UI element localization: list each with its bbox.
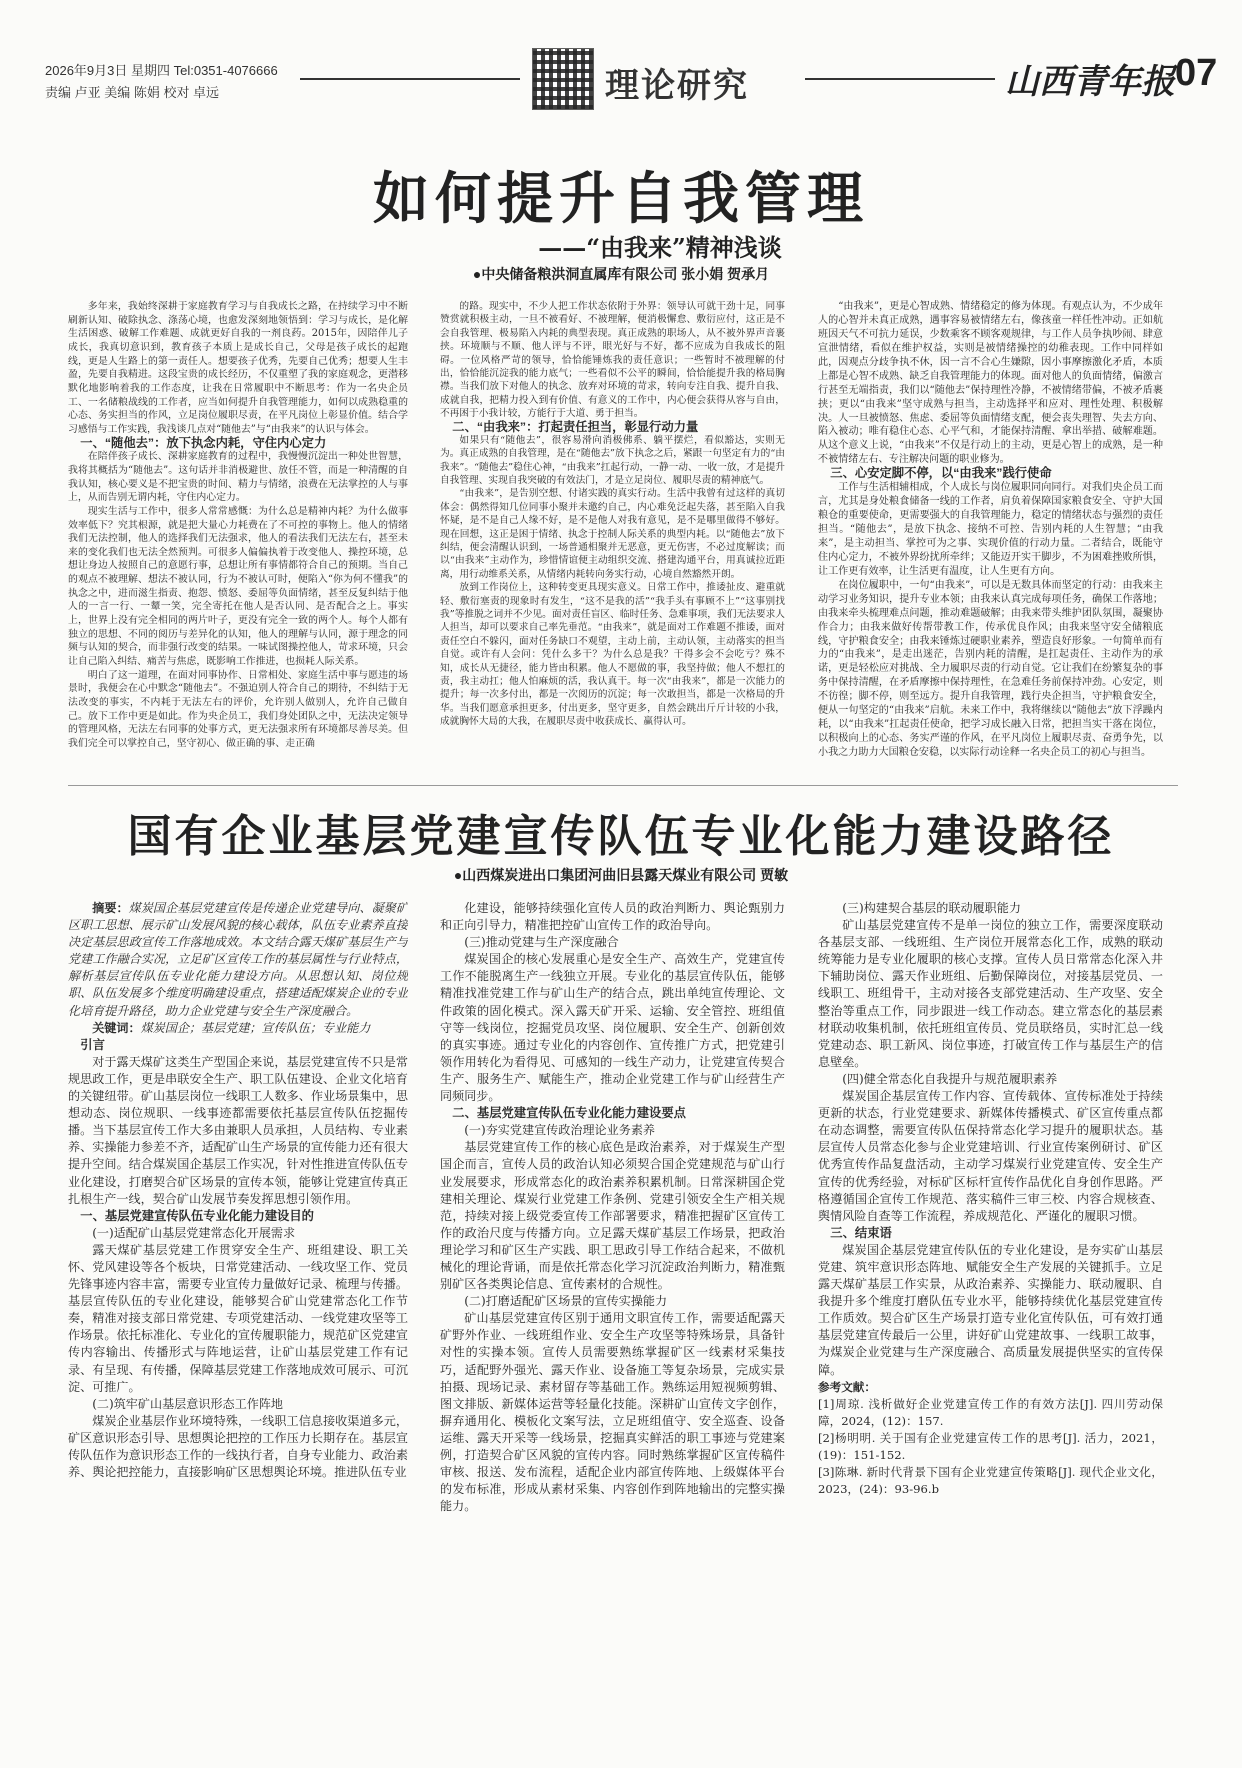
qr-code-icon[interactable] (532, 48, 594, 110)
reference-item: [3]陈琳. 新时代背景下国有企业党建宣传策略[J]. 现代企业文化，2023，(24)：93-96.b (818, 1465, 1163, 1497)
paragraph: 工作与生活相辅相成，个人成长与岗位履职同向同行。对我们央企员工而言，尤其是身处粮食储备一线的工作者，肩负着保障国家粮食安全、守护大国粮仓的重要使命，更需要强大的自我管理能力，稳定的情绪状态与强烈的责任担当。“随他去”，是放下执念、接纳不可控、告别内耗的人生智慧；“由我来”，是主动担当、掌控可为之事、实现价值的行动力量。二者结合，既能守住内心定力，不被外界纷扰所牵绊；又能迈开实干脚步，不为困难挫败所惧，让工作更有效率，让生活更有温度，让人生更有方向。 (818, 482, 1163, 577)
article2-title: 国有企业基层党建宣传队伍专业化能力建设路径 (127, 811, 1115, 862)
page-number: 07 (1175, 52, 1218, 94)
paragraph: 矿山基层党建宣传不是单一岗位的独立工作，需要深度联动各基层支部、一线班组、生产岗位开展常态化工作，成熟的联动统筹能力是专业化履职的核心支撑。宣传人员日常常态化深入井下辅助岗位、露天作业班组、后勤保障岗位，对接基层党员、一线职工、班组骨干，主动对接各支部党建活动、生产攻坚、安全整治等重点工作，同步跟进一线工作动态。建立常态化的基层素材联动收集机制，依托班组宣传员、党员联络员，实时汇总一线党建动态、职工新风、岗位事迹，打破宣传工作与基层生产的信息壁垒。 (818, 918, 1163, 1069)
paragraph: 煤炭企业基层作业环境特殊，一线职工信息接收渠道多元，矿区意识形态引导、思想舆论把控的工作压力长期存在。基层宣传队伍作为意识形态工作的一线执行者，自身专业能力、政治素养、舆论把控能力，直接影响矿区思想舆论环境。推进队伍专业 (68, 1413, 408, 1480)
article2-column-2 (440, 900, 785, 1740)
article-divider (68, 785, 1178, 786)
paragraph: (一)适配矿山基层党建常态化开展需求 (92, 1225, 296, 1240)
article2-column-3 (818, 900, 1163, 1740)
article1-column-2 (440, 300, 785, 770)
article1-column-3 (818, 300, 1163, 770)
article2-column-1-body (68, 1037, 408, 1481)
article1-column-1 (68, 300, 408, 770)
article2-column-3-body (818, 900, 1163, 1379)
article1-byline: ●中央储备粮洪洞直属库有限公司 张小娟 贺承月 (472, 266, 770, 282)
section-heading: 一、基层党建宣传队伍专业化能力建设目的 (80, 1208, 314, 1223)
references (818, 1379, 1163, 1499)
references-label: 参考文献： (818, 1379, 876, 1394)
paragraph: 煤炭国企基层党建宣传队伍的专业化建设，是夯实矿山基层党建、筑牢意识形态阵地、赋能安全生产发展的关键抓手。立足露天煤矿基层工作实景，从政治素养、实操能力、联动履职、自我提升多个维度打磨队伍专业水平，能够持续优化基层党建宣传工作质效。契合矿区生产场景打造专业化宣传队伍，可有效打通基层党建宣传最后一公里，讲好矿山党建故事、一线职工故事，为煤炭企业党建与生产深度融合、高质量发展提供坚实的宣传保障。 (818, 1242, 1163, 1377)
newspaper-logo: 山西青年报 (1005, 62, 1175, 102)
section-heading: 引言 (80, 1037, 105, 1052)
paragraph: 放到工作岗位上，这种转变更具现实意义。日常工作中，推诿扯皮、避重就轻、敷衍塞责的现象时有发生，“这不是我的活”“我手头有事顾不上”“这事别找我”等推脱之词并不少见。面对责任盲区、临时任务、急难事项，我们无法要求人人担当，却可以要求自己率先垂范。“由我来”，就是面对工作难题不推诿，面对责任空白不躲闪，面对任务缺口不观望，主动上前，主动认领，主动落实的担当自觉。或许有人会问：凭什么多干？为什么总是我？干得多会不会吃亏？殊不知，成长从无捷径，能力皆由积累。他人不愿做的事，我坚持做；他人不想扛的责，我主动扛；他人怕麻烦的活，我认真干。每一次“由我来”，都是一次能力的提升；每一次多付出，都是一次阅历的沉淀；每一次敢担当，都是一次格局的升华。当我们愿意承担更多，付出更多，坚守更多，自然会跳出斤斤计较的小我，成就胸怀大局的大我，在履职尽责中收获成长、赢得认可。 (440, 582, 785, 728)
paragraph: (二)筑牢矿山基层意识形态工作阵地 (92, 1396, 284, 1411)
article2-byline: ●山西煤炭进出口集团河曲旧县露天煤业有限公司 贾敏 (453, 867, 789, 883)
paragraph: 明白了这一道理，在面对同事协作、日常相处、家庭生活中事与愿违的场景时，我便会在心中默念“随他去”。不强迫别人符合自己的期待，不纠结于无法改变的事实，不内耗于无法左右的评价，允许别人做别人，允许自己做自己。放下工作中更是如此。作为央企员工，我们身处团队之中，无法决定领导的管理风格，无法左右同事的处事方式，更无法强求所有环境都尽善尽美。但我们完全可以掌控自己，坚守初心、做正确的事、走正确 (68, 669, 408, 749)
section-heading: 二、基层党建宣传队伍专业化能力建设要点 (452, 1106, 686, 1121)
header-rule-right (805, 78, 995, 80)
page-header (45, 48, 1218, 116)
paragraph: 在陪伴孩子成长、深耕家庭教育的过程中，我慢慢沉淀出一种处世智慧，我将其概括为“随他去”。这句话并非消极避世、放任不管，而是一种清醒的自我认知，核心要义是不把宝贵的时间、精力与情绪，浪费在无法掌控的人与事上，从而告别无谓内耗，守住内心定力。 (68, 451, 408, 504)
article1-subtitle: ——“由我来”精神浅谈 (538, 233, 782, 262)
article2-column-1 (68, 900, 408, 1740)
article2-abstract (68, 900, 408, 1020)
article2-keywords (68, 1020, 408, 1037)
paragraph: 现实生活与工作中，很多人常常感慨：为什么总是精神内耗？为什么做事效率低下？究其根源，就是把大量心力耗费在了不可控的事物上。他人的情绪我们无法控制，他人的选择我们无法强求，他人的看法我们无法左右，甚至未来的变化我们也无法全然预判。可很多人偏偏执着于改变他人、操控环境，总想让身边人按照自己的意愿行事，总想让所有事情都符合自己的预期。当自己的观点不被理解、想法不被认同，行为不被认可时，便陷入“你为何不懂我”的执念之中，进而滋生指责、抱怨、愤怒、委屈等负面情绪，甚至反复纠结于他人的一言一行、一颦一笑，完全寄托在他人是否认同、是否配合之上。事实上，世界上没有完全相同的两片叶子，更没有完全一致的两个人。每个人都有独立的思想、不同的阅历与差异化的认知，他人的理解与认同，源于理念的同频与认知的契合，而非强行改变的结果。一味试图操控他人，苛求环境，只会让自己陷入纠结、痛苦与焦虑，既影响工作推进，也损耗人际关系。 (68, 505, 408, 668)
paragraph: “由我来”，是告别空想、付诸实践的真实行动。生活中我曾有过这样的真切体会：偶然得知几位同事小聚并未邀约自己，内心难免泛起失落，甚至陷入自我怀疑，是不是自己人缘不好，是不是他人对我有意见，是不是哪里做得不够好。现在回想，这正是困于情绪、执念于控制人际关系的典型内耗。以“随他去”放下纠结，便会清醒认识到，一场普通相聚并无恶意，更无伤害，不必过度解读；而以“由我来”主动作为，珍惜情谊便主动组织交流、搭建沟通平台，用真诚拉近距离，用行动维系关系，从情绪内耗转向务实行动，心境自然豁然开朗。 (440, 488, 785, 580)
section-heading: 三、心安定脚不停，以“由我来”践行使命 (830, 466, 1052, 481)
header-rule-left (300, 78, 520, 80)
issue-date: 2026年9月3日 星期四 Tel:0351-4076666 (45, 63, 278, 78)
paragraph: 如果只有“随他去”，很容易滑向消极佛系、躺平摆烂，看似豁达，实则无为。真正成熟的自我管理，是在“随他去”放下执念之后，紧跟一句坚定有力的“由我来”。“随他去”稳住心神，“由我来”扛起行动，一静一动、一收一放，才是提升自我管理、实现自我突破的有效法门，才是立足岗位、履职尽责的精神底气。 (440, 434, 785, 487)
editor-credits: 责编 卢亚 美编 陈娟 校对 卓远 (45, 85, 220, 100)
paragraph: 基层党建宣传工作的核心底色是政治素养，对于煤炭生产型国企而言，宣传人员的政治认知必须契合国企党建规范与矿山行业发展要求，形成常态化的政治素养积累机制。日常深耕国企党建相关理论、煤炭行业党建工作条例、党建引领安全生产相关规范，持续对接上级党委宣传工作部署要求，精准把握矿区宣传工作的政治尺度与传播方向。立足露天煤矿基层工作场景，把政治理论学习和矿区生产实践、职工思政引导工作结合起来，不做机械化的理论背诵，而是依托常态化学习沉淀政治判断力，精准甄别矿区各类舆论信息、宣传素材的合规性。 (440, 1140, 785, 1292)
paragraph: 多年来，我始终深耕于家庭教育学习与自我成长之路，在持续学习中不断刷新认知、破除执念、涤荡心境，也愈发深刻地领悟到：学习与成长，是化解生活困惑、破解工作难题、成就更好自我的一剂良药。2015年，因陪伴儿子成长，我真切意识到，教育孩子本质上是成长自己，父母是孩子成长的起跑线，更是人生路上的第一责任人。想要孩子优秀，先要自己优秀；想要人生丰盈，先要自我精进。这段宝贵的成长经历，不仅重塑了我的家庭观念，更潜移默化地影响着我的工作态度，让我在日常履职中不断思考：作为一名央企员工、一名储粮战线的工作者，应当如何提升自我管理能力，如何以成熟稳重的心态、务实担当的作风，立足岗位履职尽责，在平凡岗位上彰显价值。结合学习感悟与工作实践，我浅谈几点对“随他去”与“由我来”的认识与体会。 (68, 301, 408, 435)
paragraph: 对于露天煤矿这类生产型国企来说，基层党建宣传不只是常规思政工作，更是串联安全生产、职工队伍建设、企业文化培育的关键纽带。矿山基层岗位一线职工人数多、作业场景集中，思想动态、岗位规职、一线事迹都需要依托基层宣传队伍挖掘传播。当下基层宣传工作大多由兼职人员承担，人员结构、专业素养、实操能力参差不齐，适配矿山生产场景的宣传能力还有很大提升空间。结合煤炭国企基层工作实况，针对性推进宣传队伍专业化建设，打磨契合矿区场景的宣传本领，能够让党建宣传真正扎根生产一线，契合矿山发展节奏发挥思想引领作用。 (68, 1054, 408, 1206)
reference-item: [2]杨明明. 关于国有企业党建宣传工作的思考[J]. 活力，2021，(19)：151-152. (818, 1430, 1163, 1462)
article1-title: 如何提升自我管理 (373, 166, 869, 232)
section-title: 理论研究 (605, 66, 749, 106)
keywords-text: 煤炭国企；基层党建；宣传队伍；专业能力 (140, 1020, 371, 1035)
paragraph: (一)夯实党建宣传政治理论业务素养 (464, 1123, 656, 1138)
paragraph: 在岗位履职中，一句“由我来”，可以是无数具体而坚定的行动：由我来主动学习业务知识，提升专业本领；由我来认真完成每项任务，确保工作落地；由我来牵头梳理难点问题，推动难题破解；由我来带头维护团队氛围，凝聚协作合力；由我来做好传帮带教工作，传承优良作风；由我来坚守安全储粮底线，守护粮食安全；由我来锤炼过硬职业素养，塑造良好形象。一句简单而有力的“由我来”，是走出迷茫，告别内耗的清醒，是扛起责任、主动作为的承诺，更是轻松应对挑战、全力履职尽责的行动自觉。它让我们在纷繁复杂的事务中保持清醒，在矛盾摩擦中保持理性，在急难任务前保持冲劲。心安定，则不彷徨；脚不停，则至远方。提升自我管理，践行央企担当，守护粮食安全，便从一句坚定的“由我来”启航。未来工作中，我将继续以“随他去”放下浮躁内耗，以“由我来”扛起责任使命，把学习成长融入日常，把担当实干落在岗位，以积极向上的心态、务实严谨的作风，在平凡岗位上履职尽责、奋勇争先，以小我之力助力大国粮仓安稳，以实际行动诠释一名央企员工的初心与担当。 (818, 579, 1163, 758)
abstract-label: 摘要： (92, 901, 129, 915)
paragraph: (二)打磨适配矿区场景的宣传实操能力 (464, 1294, 668, 1309)
paragraph: (三)构建契合基层的联动履职能力 (842, 901, 1021, 915)
paragraph: 的路。现实中，不少人把工作状态依附于外界：领导认可就干劲十足，同事赞赏就积极主动，一旦不被看好、不被理解，便消极懈怠、敷衍应付，这正是不会自我管理、极易陷入内耗的典型表现。真正成熟的职场人，从不被外界声音裹挟。环境顺与不顺、他人评与不评，眼光好与不好，都不应成为自我成长的阻碍。一位风格严苛的领导，恰恰能锤炼我的责任意识；一些暂时不被理解的付出，恰恰能沉淀我的能力底气；一些看似不公平的瞬间，恰恰能提升我的格局胸襟。当我们放下对他人的执念、放弃对环境的苛求，转向专注自我、提升自我、成就自我，把精力投入到有价值、有意义的工作中，内心便会获得从容与自由，不再困于小我计较，方能行于大道、勇于担当。 (440, 301, 785, 420)
reference-item: [1]周琼. 浅析做好企业党建宣传工作的有效方法[J]. 四川劳动保障，2024，(12)：157. (818, 1396, 1163, 1428)
paragraph: (三)推动党建与生产深度融合 (464, 935, 619, 950)
paragraph: 煤炭国企基层宣传工作内容、宣传载体、宣传标准处于持续更新的状态，行业党建要求、新媒体传播模式、矿区宣传重点都在动态调整，需要宣传队伍保持常态化学习提升的履职状态。基层宣传人员常态化参与企业党建培训、行业宣传案例研讨、矿区优秀宣传作品复盘活动，主动学习煤炭行业党建宣传、安全生产宣传的优秀经验，对标矿区标杆宣传作品优化自身创作思路。严格遵循国企宣传工作规范、落实稿件三审三校、内容合规核查、舆情风险自查等工作流程，养成规范化、严谨化的履职习惯。 (818, 1089, 1163, 1223)
paragraph: (四)健全常态化自我提升与规范履职素养 (842, 1071, 1058, 1086)
paragraph: “由我来”，更是心智成熟、情绪稳定的修为体现。有观点认为，不少成年人的心智并未真正成熟，遇事容易被情绪左右，像孩童一样任性冲动。正如航班因天气不可抗力延误，少数乘客不顾客观规律，与工作人员争执吵闹、肆意宣泄情绪，看似在维护权益，实则是被情绪操控的幼稚表现。工作中同样如此，因观点分歧争执不休，因一言不合心生嫌隙，因小事摩擦激化矛盾，本质上都是心智不成熟、缺乏自我管理能力的体现。面对他人的负面情绪，偏激言行甚至无端指责，我们以“随他去”保持理性冷静，不被情绪带偏，不被矛盾裹挟；更以“由我来”坚守成熟与担当，主动选择平和应对、理性处理、积极解决。人一旦被愤怒、焦虑、委屈等负面情绪支配，便会丧失理智、失去方向、陷入被动；唯有稳住心态、心平气和，才能保持清醒、拿出举措、破解难题。从这个意义上说，“由我来”不仅是行动上的主动，更是心智上的成熟，是一种不被情绪左右、专注解决问题的职业修为。 (818, 301, 1163, 466)
paragraph: 化建设，能够持续强化宣传人员的政治判断力、舆论甄别力和正向引导力，精准把控矿山宣传工作的政治导向。 (440, 901, 785, 933)
abstract-text: 煤炭国企基层党建宣传是传递企业党建导向、凝聚矿区职工思想、展示矿山发展风貌的核心载体，队伍专业素养直接决定基层思政宣传工作落地成效。本文结合露天煤矿基层生产与党建工作融合实况，立足矿区宣传工作的基层属性与行业特点，解析基层宣传队伍专业化能力建设方向。从思想认知、岗位规职、队伍发展多个维度明确建设重点，搭建适配煤炭企业的专业化培育提升路径，助力企业党建与安全生产深度融合。 (68, 901, 408, 1018)
section-heading: 二、“由我来”：打起责任担当，彰显行动力量 (452, 419, 699, 434)
section-heading: 三、结束语 (830, 1225, 892, 1240)
paragraph: 露天煤矿基层党建工作贯穿安全生产、班组建设、职工关怀、党风建设等各个板块，日常党建活动、一线攻坚工作、党员先锋事迹内容丰富，需要专业宣传力量做好记录、梳理与传播。基层宣传队伍的专业化建设，能够契合矿山党建常态化工作节奏，精准对接支部日常党建、专项党建活动、一线党建攻坚等工作场景。依托标准化、专业化的宣传履职能力，规范矿区党建宣传内容输出、传播形式与阵地运营，让矿山基层党建工作有记录、有呈现、有传播，保障基层党建工作落地成效可展示、可沉淀、可推广。 (68, 1242, 408, 1394)
paragraph: 矿山基层党建宣传区别于通用文职宣传工作，需要适配露天矿野外作业、一线班组作业、安全生产攻坚等特殊场景，具备针对性的实操本领。宣传人员需要熟练掌握矿区一线素材采集技巧，适配野外强光、露天作业、设备施工等复杂场景，完成实景拍摄、现场记录、素材留存等基础工作。熟练运用短视频剪辑、图文排版、新媒体运营等轻量化技能。深耕矿山宣传文字创作，摒弃通用化、模板化文案写法，立足班组值守、安全巡查、设备运维、露天开采等一线场景，挖掘真实鲜活的职工事迹与党建案例，打造契合矿区风貌的宣传内容。同时熟练掌握矿区宣传稿件审核、报送、发布流程，适配企业内部宣传阵地、上级媒体平台的发布标准，形成从素材采集、内容创作到阵地输出的完整实操能力。 (440, 1311, 785, 1514)
keywords-label: 关键词： (92, 1020, 141, 1035)
paragraph: 煤炭国企的核心发展重心是安全生产、高效生产，党建宣传工作不能脱离生产一线独立开展。专业化的基层宣传队伍，能够精准找准党建工作与矿山生产的结合点，跳出单纯宣传理论、文件政策的固化模式。深入露天矿开采、运输、安全管控、班组值守等一线岗位，挖掘党员攻坚、岗位履职、安全生产、创新创效的真实事迹。通过专业化的内容创作、宣传推广方式，把党建引领作用转化为看得见、可感知的一线生产动力，让党建宣传契合生产、服务生产、赋能生产，推动企业党建工作与矿山经营生产同频同步。 (440, 952, 785, 1104)
section-heading: 一、“随他去”：放下执念内耗，守住内心定力 (80, 435, 327, 450)
